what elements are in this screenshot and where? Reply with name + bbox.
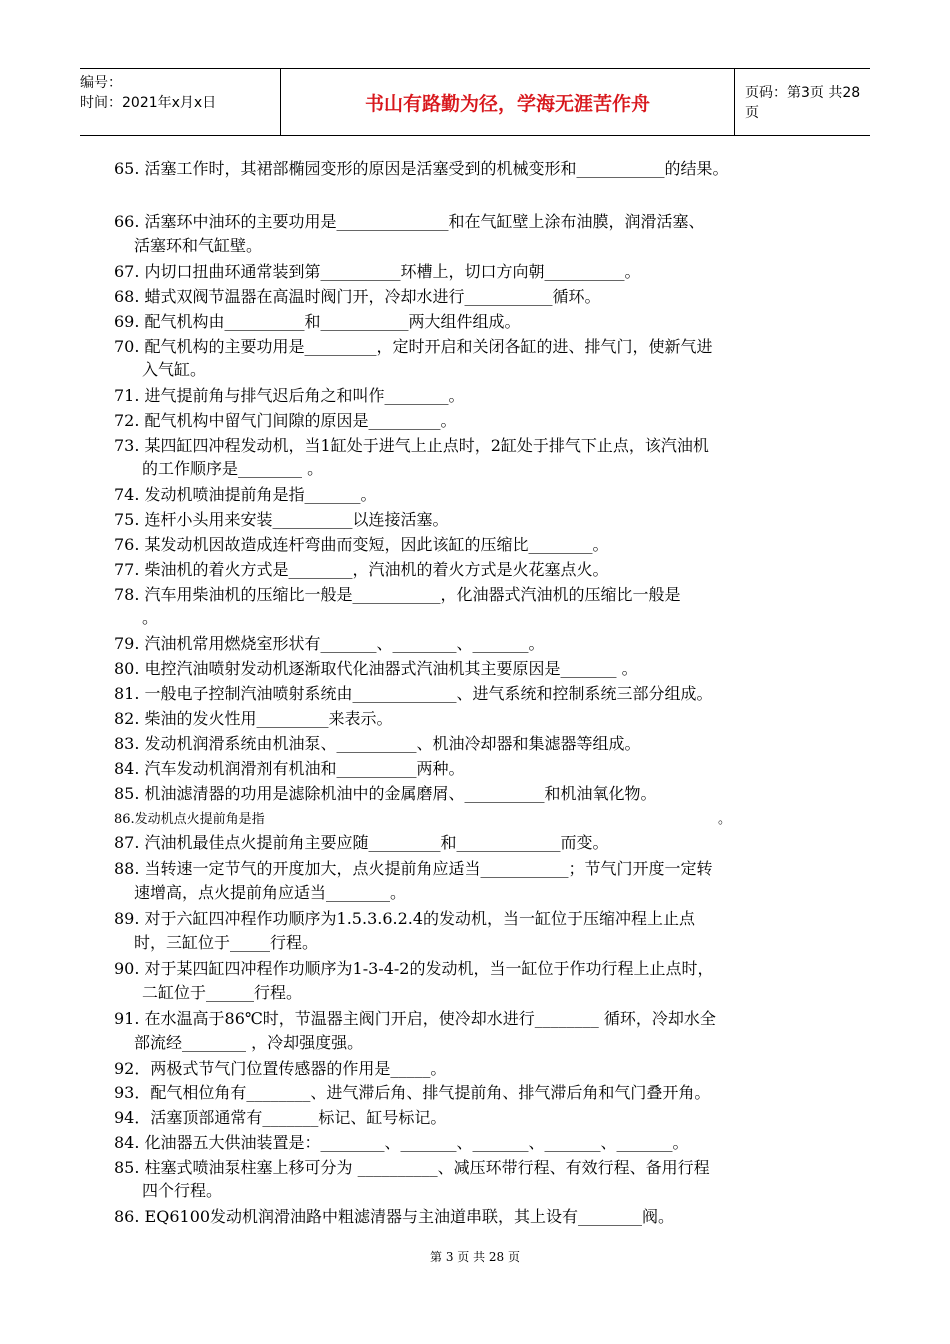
question-line: 85. 机油滤清器的功用是滤除机油中的金属磨屑、__________和机油氧化物。: [114, 784, 657, 803]
question-line: 84. 化油器五大供油装置是：________、_______、_______、_______、_______。: [114, 1133, 689, 1152]
question-line: 的工作顺序是________ 。: [142, 459, 324, 478]
question-line: 85. 柱塞式喷油泵柱塞上移可分为 __________、减压环带行程、有效行程、备用行程: [114, 1158, 710, 1177]
question-line: 83. 发动机润滑系统由机油泵、__________、机油冷却器和集滤器等组成。: [114, 734, 641, 753]
question-line: 92．两极式节气门位置传感器的作用是_____。: [114, 1059, 447, 1078]
question-line: 71. 进气提前角与排气迟后角之和叫作________。: [114, 386, 465, 405]
question-line: 84. 汽车发动机润滑剂有机油和__________两种。: [114, 759, 465, 778]
question-line: 速增高，点火提前角应适当________。: [134, 883, 407, 902]
question-line: 88. 当转速一定节气的开度加大，点火提前角应适当___________；节气门开度一定转: [114, 859, 713, 878]
question-line: 94．活塞顶部通常有_______标记、缸号标记。: [114, 1108, 447, 1127]
question-line: 91. 在水温高于86℃时，节温器主阀门开启，使冷却水进行________ 循环，冷却水全: [114, 1009, 716, 1028]
header-page-number: 页码：第3页 共28页: [745, 85, 861, 121]
question-line: 89. 对于六缸四冲程作功顺序为1.5.3.6.2.4的发动机，当一缸位于压缩冲程上止点: [114, 909, 696, 928]
question-line: 87. 汽油机最佳点火提前角主要应随_________和_____________而变。: [114, 833, 609, 852]
question-line: 活塞环和气缸壁。: [134, 236, 263, 255]
question-line: 93．配气相位角有________、进气滞后角、排气提前角、排气滞后角和气门叠开角。: [114, 1083, 711, 1102]
question-line: 二缸位于______行程。: [142, 983, 303, 1002]
question-line: 入气缸。: [142, 360, 207, 379]
question-line: 。: [718, 812, 732, 827]
document-date-label: 时间：2021年x月x日: [80, 95, 217, 111]
question-line: 90. 对于某四缸四冲程作功顺序为1-3-4-2的发动机，当一缸位于作功行程上止点时，: [114, 959, 714, 978]
question-line: 75. 连杆小头用来安装__________以连接活塞。: [114, 510, 449, 529]
question-line: 86.发动机点火提前角是指: [114, 812, 265, 827]
question-line: 66. 活塞环中油环的主要功用是______________和在气缸壁上涂布油膜，润滑活塞、: [114, 212, 705, 231]
page-footer: 第 3 页 共 28 页: [430, 1250, 520, 1264]
page-header: [80, 68, 870, 136]
question-line: 78. 汽车用柴油机的压缩比一般是___________，化油器式汽油机的压缩比一般是: [114, 585, 681, 604]
question-line: 81. 一般电子控制汽油喷射系统由_____________、进气系统和控制系统三部分组成。: [114, 684, 713, 703]
question-line: 76. 某发动机因故造成连杆弯曲而变短，因此该缸的压缩比________。: [114, 535, 609, 554]
question-line: 四个行程。: [142, 1181, 223, 1200]
question-line: 80. 电控汽油喷射发动机逐渐取代化油器式汽油机其主要原因是_______ 。: [114, 659, 638, 678]
header-motto: 书山有路勤为径，学海无涯苦作舟: [280, 69, 735, 135]
question-line: 77. 柴油机的着火方式是________，汽油机的着火方式是火花塞点火。: [114, 560, 609, 579]
question-line: 67. 内切口扭曲环通常装到第__________环槽上，切口方向朝__________。: [114, 262, 641, 281]
question-line: 72. 配气机构中留气门间隙的原因是_________。: [114, 411, 457, 430]
question-line: 73. 某四缸四冲程发动机，当1缸处于进气上止点时，2缸处于排气下止点，该汽油机: [114, 436, 709, 455]
question-line: 部流经________ ，冷却强度强。: [134, 1033, 364, 1052]
question-line: 70. 配气机构的主要功用是_________，定时开启和关闭各缸的进、排气门，使新气进: [114, 337, 713, 356]
document-number-label: 编号：: [80, 75, 122, 91]
question-line: 65. 活塞工作时，其裙部椭园变形的原因是活塞受到的机械变形和___________的结果。: [114, 159, 729, 178]
question-line: 。: [142, 608, 159, 627]
question-line: 68. 蜡式双阀节温器在高温时阀门开，冷却水进行___________循环。: [114, 287, 601, 306]
header-meta: [80, 69, 280, 135]
question-line: 时，三缸位于_____行程。: [134, 933, 319, 952]
question-line: 79. 汽油机常用燃烧室形状有_______、________、_______。: [114, 634, 545, 653]
question-line: 82. 柴油的发火性用_________来表示。: [114, 709, 393, 728]
question-line: 69. 配气机构由__________和___________两大组件组成。: [114, 312, 521, 331]
question-line: 86. EQ6100发动机润滑油路中粗滤清器与主油道串联，其上设有________阀。: [114, 1207, 675, 1226]
question-line: 74. 发动机喷油提前角是指_______。: [114, 485, 377, 504]
